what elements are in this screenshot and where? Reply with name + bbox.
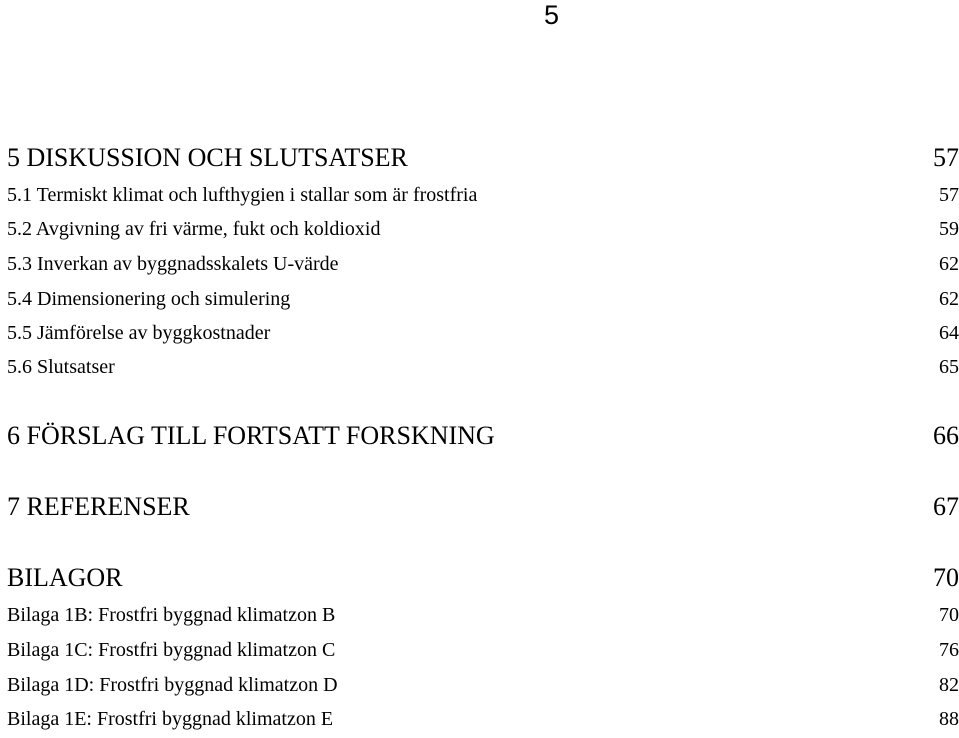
toc-entry-title: BILAGOR — [7, 563, 123, 592]
toc-entry-title: 5.2 Avgivning av fri värme, fukt och koldioxid — [7, 218, 381, 240]
toc-bilaga-1d[interactable] — [7, 673, 959, 697]
toc-entry-title: 7 REFERENSER — [7, 492, 190, 521]
toc-section-5-5[interactable] — [7, 321, 959, 345]
toc-section-5-4[interactable] — [7, 287, 959, 311]
toc-entry-page: 66 — [933, 421, 959, 450]
toc-chapter-6[interactable] — [7, 421, 959, 451]
toc-entry-title: Bilaga 1D: Frostfri byggnad klimatzon D — [7, 674, 338, 696]
toc-entry-title: 5.5 Jämförelse av byggkostnader — [7, 322, 271, 344]
toc-entry-page: 65 — [939, 356, 959, 378]
toc-entry-page: 57 — [939, 184, 959, 206]
toc-entry-page: 70 — [939, 604, 959, 626]
toc-entry-page: 67 — [933, 492, 959, 521]
toc-entry-page: 64 — [939, 322, 959, 344]
toc-section-5-1[interactable] — [7, 183, 959, 207]
toc-chapter-7[interactable] — [7, 492, 959, 522]
toc-entry-title: 6 FÖRSLAG TILL FORTSATT FORSKNING — [7, 421, 495, 450]
toc-entry-page: 62 — [939, 253, 959, 275]
toc-entry-title: 5 DISKUSSION OCH SLUTSATSER — [7, 143, 408, 172]
toc-entry-title: Bilaga 1C: Frostfri byggnad klimatzon C — [7, 639, 336, 661]
toc-section-5-2[interactable] — [7, 217, 959, 241]
toc-entry-title: 5.4 Dimensionering och simulering — [7, 288, 291, 310]
toc-entry-page: 70 — [933, 563, 959, 592]
toc-entry-title: Bilaga 1B: Frostfri byggnad klimatzon B — [7, 604, 336, 626]
page-number: 5 — [544, 0, 560, 30]
toc-entry-page: 82 — [939, 674, 959, 696]
toc-bilaga-1b[interactable] — [7, 603, 959, 627]
toc-entry-page: 59 — [939, 218, 959, 240]
toc-bilaga-1c[interactable] — [7, 638, 959, 662]
toc-entry-page: 76 — [939, 639, 959, 661]
toc-entry-title: Bilaga 1E: Frostfri byggnad klimatzon E — [7, 708, 334, 730]
toc-section-5-3[interactable] — [7, 252, 959, 276]
toc-entry-page: 88 — [939, 708, 959, 730]
toc-chapter-5[interactable] — [7, 143, 959, 173]
toc-entry-page: 57 — [933, 143, 959, 172]
toc-bilaga-1e[interactable] — [7, 707, 959, 731]
toc-bilagor[interactable] — [7, 563, 959, 593]
toc-entry-title: 5.1 Termiskt klimat och lufthygien i stallar som är frostfria — [7, 184, 478, 206]
toc-section-5-6[interactable] — [7, 355, 959, 379]
toc-entry-page: 62 — [939, 288, 959, 310]
toc-entry-title: 5.6 Slutsatser — [7, 356, 115, 378]
toc-entry-title: 5.3 Inverkan av byggnadsskalets U-värde — [7, 253, 339, 275]
